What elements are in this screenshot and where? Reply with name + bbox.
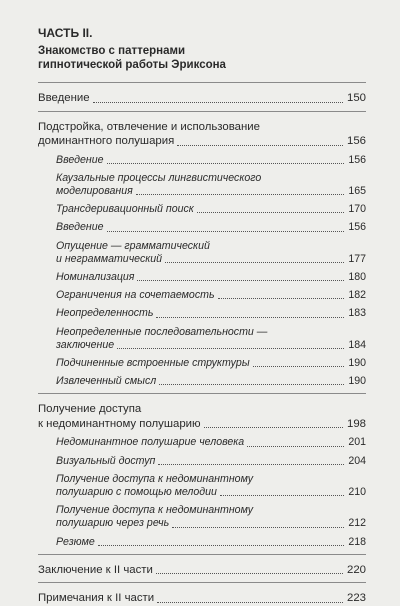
- toc-page-number: 170: [348, 203, 366, 216]
- dot-leader: [117, 348, 344, 349]
- part-subtitle-line: гипнотической работы Эриксона: [38, 59, 226, 71]
- toc-subentry: [56, 154, 366, 167]
- toc-entry-title-line: Введение: [56, 221, 104, 234]
- toc-page-number: 218: [348, 535, 366, 548]
- part-title: ЧАСТЬ II.: [38, 26, 93, 40]
- dot-leader: [157, 602, 343, 603]
- toc-entry-title-line: Каузальные процессы лингвистического: [56, 171, 262, 184]
- section-divider: [38, 393, 366, 394]
- toc-section-entry: [38, 91, 366, 106]
- toc-entry-title-line: Визуальный доступ: [56, 454, 156, 467]
- toc-entry-title-line: доминантного полушария: [38, 135, 175, 147]
- toc-entry-title-line: Получение доступа к недоминантному: [56, 472, 254, 485]
- toc-entry-last-line: [56, 339, 366, 352]
- toc-subentry: [56, 504, 366, 530]
- toc-entry-last-line: [56, 357, 366, 370]
- toc-entry-last-line: [56, 203, 366, 216]
- toc-page-number: 204: [348, 454, 366, 467]
- toc-subentry: [56, 240, 366, 266]
- toc-page-number: 223: [346, 592, 366, 605]
- toc-entry-last-line: [56, 536, 366, 549]
- toc-page-number: 150: [346, 92, 366, 104]
- toc-page-number: 156: [348, 153, 366, 166]
- toc-entry-last-line: [38, 563, 366, 578]
- toc-section: [38, 402, 366, 548]
- toc-entry-title-line: полушарию с помощью мелодии: [56, 485, 217, 498]
- part-subtitle: [38, 44, 366, 72]
- toc-entry-title-line: Подчиненные встроенные структуры: [56, 356, 250, 369]
- toc-subentry: [56, 473, 366, 499]
- dot-leader: [107, 231, 345, 232]
- toc-page-number: 210: [348, 485, 366, 498]
- toc-entry-last-line: [56, 289, 366, 302]
- toc-section-entry: [38, 563, 366, 578]
- toc-page-number: 184: [348, 338, 366, 351]
- dot-leader: [136, 194, 345, 195]
- toc-entry-title-line: Введение: [38, 92, 90, 104]
- toc-section: [38, 120, 366, 389]
- toc-entry-title-line: моделирования: [56, 184, 133, 197]
- toc-page-number: 183: [348, 307, 366, 320]
- dot-leader: [218, 298, 345, 299]
- toc-section: [38, 563, 366, 578]
- dot-leader: [247, 446, 344, 447]
- toc-entry-title-line: Трансдеривационный поиск: [56, 203, 194, 216]
- toc-section: [38, 91, 366, 106]
- toc-subentry: [56, 357, 366, 370]
- toc-page-number: 220: [346, 563, 366, 576]
- toc-subentry: [56, 375, 366, 388]
- section-divider: [38, 582, 366, 583]
- toc-page-number: 182: [348, 289, 366, 302]
- section-divider: [38, 82, 366, 83]
- toc-subentry: [56, 203, 366, 216]
- toc-page-number: 212: [348, 517, 366, 530]
- toc-entry-last-line: [38, 417, 366, 432]
- toc-entry-last-line: [38, 591, 366, 606]
- toc-entry-title-line: заключение: [56, 338, 115, 351]
- toc-entry-last-line: [56, 375, 366, 388]
- dot-leader: [158, 464, 344, 465]
- toc-entry-title-line: к недоминантному полушарию: [38, 417, 201, 430]
- toc-page-number: 190: [348, 356, 366, 369]
- toc-subentry: [56, 172, 366, 198]
- toc-page-number: 190: [348, 375, 366, 388]
- dot-leader: [107, 163, 345, 164]
- dot-leader: [253, 366, 345, 367]
- toc-entry-last-line: [56, 221, 366, 234]
- table-of-contents: [38, 82, 366, 606]
- toc-entry-title-line: Извлеченный смысл: [56, 375, 157, 388]
- dot-leader: [165, 262, 344, 263]
- toc-subentry: [56, 289, 366, 302]
- toc-entry-last-line: [56, 486, 366, 499]
- section-divider: [38, 554, 366, 555]
- dot-leader: [172, 527, 344, 528]
- toc-entry-last-line: [56, 271, 366, 284]
- toc-page-number: 156: [348, 221, 366, 234]
- toc-page-number: 180: [348, 270, 366, 283]
- toc-entry-last-line: [56, 185, 366, 198]
- toc-section-entry: [38, 120, 366, 149]
- dot-leader: [159, 384, 344, 385]
- toc-entry-title-line: Получение доступа к недоминантному: [56, 504, 254, 517]
- toc-entry-last-line: [56, 307, 366, 320]
- dot-leader: [137, 280, 344, 281]
- toc-entry-last-line: [56, 517, 366, 530]
- toc-page-number: 177: [348, 252, 366, 265]
- toc-entry-title-line: Неопределенные последовательности —: [56, 325, 268, 338]
- toc-subentry: [56, 221, 366, 234]
- toc-section: [38, 591, 366, 606]
- toc-page-number: 165: [348, 184, 366, 197]
- toc-subentry: [56, 436, 366, 449]
- part-subtitle-line: Знакомство с паттернами: [38, 45, 186, 57]
- dot-leader: [197, 212, 345, 213]
- dot-leader: [220, 495, 344, 496]
- toc-entry-title-line: Получение доступа: [38, 403, 142, 416]
- toc-page-number: 201: [348, 436, 366, 449]
- toc-subentry: [56, 271, 366, 284]
- dot-leader: [177, 145, 343, 146]
- toc-entry-last-line: [56, 253, 366, 266]
- toc-entry-last-line: [56, 455, 366, 468]
- toc-page-number: 156: [346, 135, 366, 147]
- toc-subentry: [56, 307, 366, 320]
- toc-entry-last-line: [56, 154, 366, 167]
- dot-leader: [93, 102, 343, 103]
- dot-leader: [98, 545, 345, 546]
- toc-entry-title-line: Номинализация: [56, 270, 135, 283]
- toc-entry-title-line: Заключение к II части: [38, 563, 153, 576]
- toc-subentry: [56, 455, 366, 468]
- toc-entry-title-line: Подстройка, отвлечение и использование: [38, 120, 260, 133]
- toc-entry-last-line: [38, 91, 366, 106]
- toc-entry-title-line: Резюме: [56, 535, 95, 548]
- toc-section-entry: [38, 402, 366, 431]
- toc-entry-last-line: [38, 134, 366, 149]
- toc-entry-title-line: Примечания к II части: [38, 592, 155, 605]
- toc-entry-title-line: Ограничения на сочетаемость: [56, 289, 215, 302]
- toc-entry-title-line: Введение: [56, 153, 104, 166]
- section-divider: [38, 111, 366, 112]
- toc-page-number: 198: [346, 417, 366, 430]
- toc-entry-last-line: [56, 436, 366, 449]
- dot-leader: [156, 573, 343, 574]
- toc-subentry: [56, 536, 366, 549]
- toc-entry-title-line: Опущение — грамматический: [56, 239, 210, 252]
- dot-leader: [204, 427, 343, 428]
- toc-subentry: [56, 326, 366, 352]
- toc-entry-title-line: и неграмматический: [56, 252, 163, 265]
- toc-entry-title-line: Недоминантное полушарие человека: [56, 436, 245, 449]
- toc-entry-title-line: полушарию через речь: [56, 517, 170, 530]
- toc-entry-title-line: Неопределенность: [56, 307, 154, 320]
- toc-section-entry: [38, 591, 366, 606]
- dot-leader: [156, 317, 344, 318]
